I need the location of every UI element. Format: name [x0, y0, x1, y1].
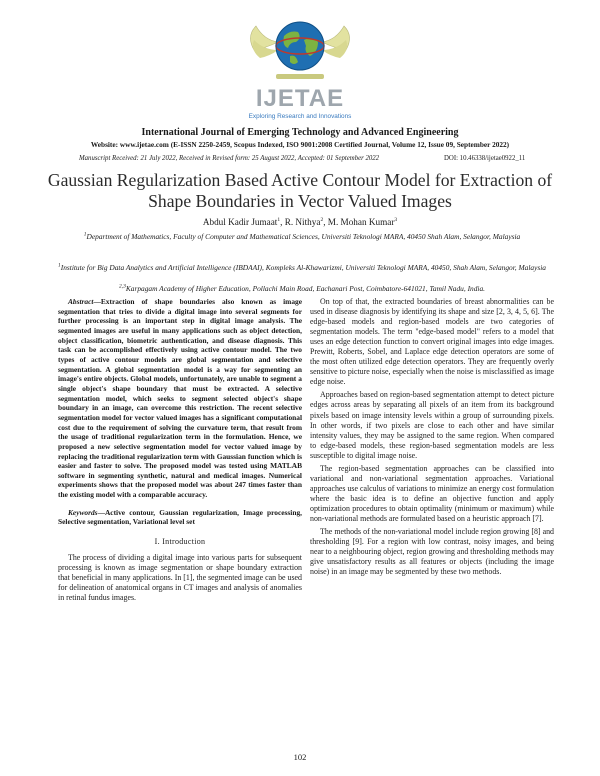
- affiliation-sup: 1: [83, 231, 87, 238]
- affiliation: [52, 232, 552, 241]
- author-name: R. Nithya: [284, 217, 321, 227]
- journal-website-line: Website: www.ijetae.com (E-ISSN 2250-2459, Scopus Indexed, ISO 9001:2008 Certified Journal, Volume 12, Issue 09, September 2022): [90, 140, 510, 149]
- abstract-text: —Extraction of shape boundaries also known as image segmentation that tries to divide a digital image into several segments for further processing is an important step in digital image analysis. The segmented images are useful in many applications such as object detection, object classification, biometric authentication, and disease diagnosis. This task can be accomplished effectively using active contour model. The two types of active contour models are global segmentation and selective segmentation. A global segmentation model is a way for segmenting an image's entire objects. Global models, unfortunately, are unable to segment a single object's shape boundary that must be extracted. A selective segmentation model, which seeks to segment selected object's shape boundary in an image, can overcome this restriction. The recent selective segmentation model for vector valued images has a significant computational cost due to the requirement of solving the curvature term, that result from the usage of traditional regularization term in the formulation. Hence, we proposed a new selective segmentation model for vector valued image by replacing the traditional regularization term with Gaussian function which is easier and faster to solve. The proposed model was tested using MATLAB software in segmenting synthetic, natural and medical images. Numerical experiments shows that the proposed model was about 247 times faster than the existing model with a comparable accuracy.: [58, 297, 302, 500]
- affiliation: [52, 263, 552, 272]
- author-sup: 1: [277, 216, 281, 223]
- logo-tagline: Exploring Research and Innovations: [248, 113, 352, 120]
- body-paragraph: On top of that, the extracted boundaries of breast abnormalities can be used in disease diagnosis by identifying its shape and size [2, 3, 4, 5, 6]. The edge-based models and region-based models are two categories of segmentation models. The term "edge-based model" refers to a model that uses an edge detection function to convert original images into edge images. Prewitt, Roberts, Sobel, and Laplace edge detection operators are some of the most often utilized edge detection operators. They are frequently overly sensitive to picture noise, especially when the noise is misclassified as image edge noise.: [310, 297, 554, 387]
- affiliation-sup: 1: [57, 262, 61, 269]
- keywords-label: Keywords: [68, 507, 98, 517]
- doi: DOI: 10.46338/ijetae0922_11: [444, 155, 526, 162]
- author-list: Abdul Kadir Jumaat$^1$, R. Nithya$^2$, M. Mohan Kumar$^3$: [202, 216, 398, 227]
- right-column: [310, 297, 554, 580]
- page-number: 102: [293, 752, 307, 762]
- logo-acronym: IJETAE: [255, 85, 345, 112]
- keywords-text: —Active contour, Gaussian regularization, Image processing, Selective segmentation, Variational level set: [58, 507, 302, 527]
- left-column: [58, 297, 302, 606]
- author-sup: 3: [394, 216, 398, 223]
- manuscript-dates: Manuscript Received: 21 July 2022, Received in Revised form: 25 August 2022, Accepted: 01 September 2022: [79, 155, 380, 162]
- body-paragraph: Approaches based on region-based segmentation attempt to detect picture edges across areas by separating all pixels of an item from its background pixels based on image intensity levels within a group of surrounding pixels. In other words, if two pixels are close to each other and have similar intensity values, they may be assigned to the same region. When compared to edge-based models, these region-based segmentation models are less susceptible to digital image noise.: [310, 390, 554, 460]
- section-heading: I. Introduction: [154, 537, 206, 547]
- author-sup: 2: [320, 216, 324, 223]
- journal-name: International Journal of Emerging Technology and Advanced Engineering: [141, 127, 459, 138]
- paper-title: Gaussian Regularization Based Active Contour Model for Extraction of Shape Boundaries in Vector Valued Images: [47, 170, 553, 211]
- affiliation: [52, 284, 552, 293]
- affiliation-text: Institute for Big Data Analytics and Artificial Intelligence (IBDAAI), Kompleks Al-Khawarizmi, Universiti Teknologi MARA, 40450, Shah Alam, Selangor, Malaysia: [60, 263, 547, 272]
- body-paragraph: The methods of the non-variational model include region growing [8] and thresholding [9]. For a region with low contrast, noisy images, and being near to a neighbouring object, region growing and thresholding methods may give unsatisfactory results as all features or objects (including the image noise) in an image may be segmented by these two methods.: [310, 527, 554, 577]
- affiliation-text: Department of Mathematics, Faculty of Computer and Mathematical Sciences, Universiti Teknologi MARA, 40450 Shah Alam, Selangor, Malaysia: [86, 232, 521, 241]
- journal-logo: [240, 6, 360, 124]
- author-name: Abdul Kadir Jumaat: [202, 217, 278, 227]
- globe-logo-icon: [240, 6, 360, 88]
- abstract-label: Abstract: [68, 297, 94, 306]
- abstract: [58, 297, 302, 500]
- affiliation-sup: 2,3: [118, 283, 126, 290]
- author-name: M. Mohan Kumar: [327, 217, 395, 227]
- body-paragraph: The process of dividing a digital image into various parts for subsequent processing is known as image segmentation or shape boundary extraction that beneficial in many applications. In [1], the segmented image can be used for delineation of anatomical organs in CT images and analysis of anomalies in retinal fundus images.: [58, 553, 302, 603]
- keywords: [58, 508, 302, 527]
- body-paragraph: The region-based segmentation approaches can be classified into variational and non-variational segmentation approaches. Variational approaches use calculus of variations to minimize an energy cost formulation where the basic idea is to define an objective function and apply optimization procedures to obtain optimality (minimum or maximum) while non-variational methods are formulated based on a heuristic approach [7].: [310, 463, 554, 523]
- affiliation-text: Karpagam Academy of Higher Education, Pollachi Main Road, Eachanari Post, Coimbatore-641021, Tamil Nadu, India.: [125, 284, 486, 293]
